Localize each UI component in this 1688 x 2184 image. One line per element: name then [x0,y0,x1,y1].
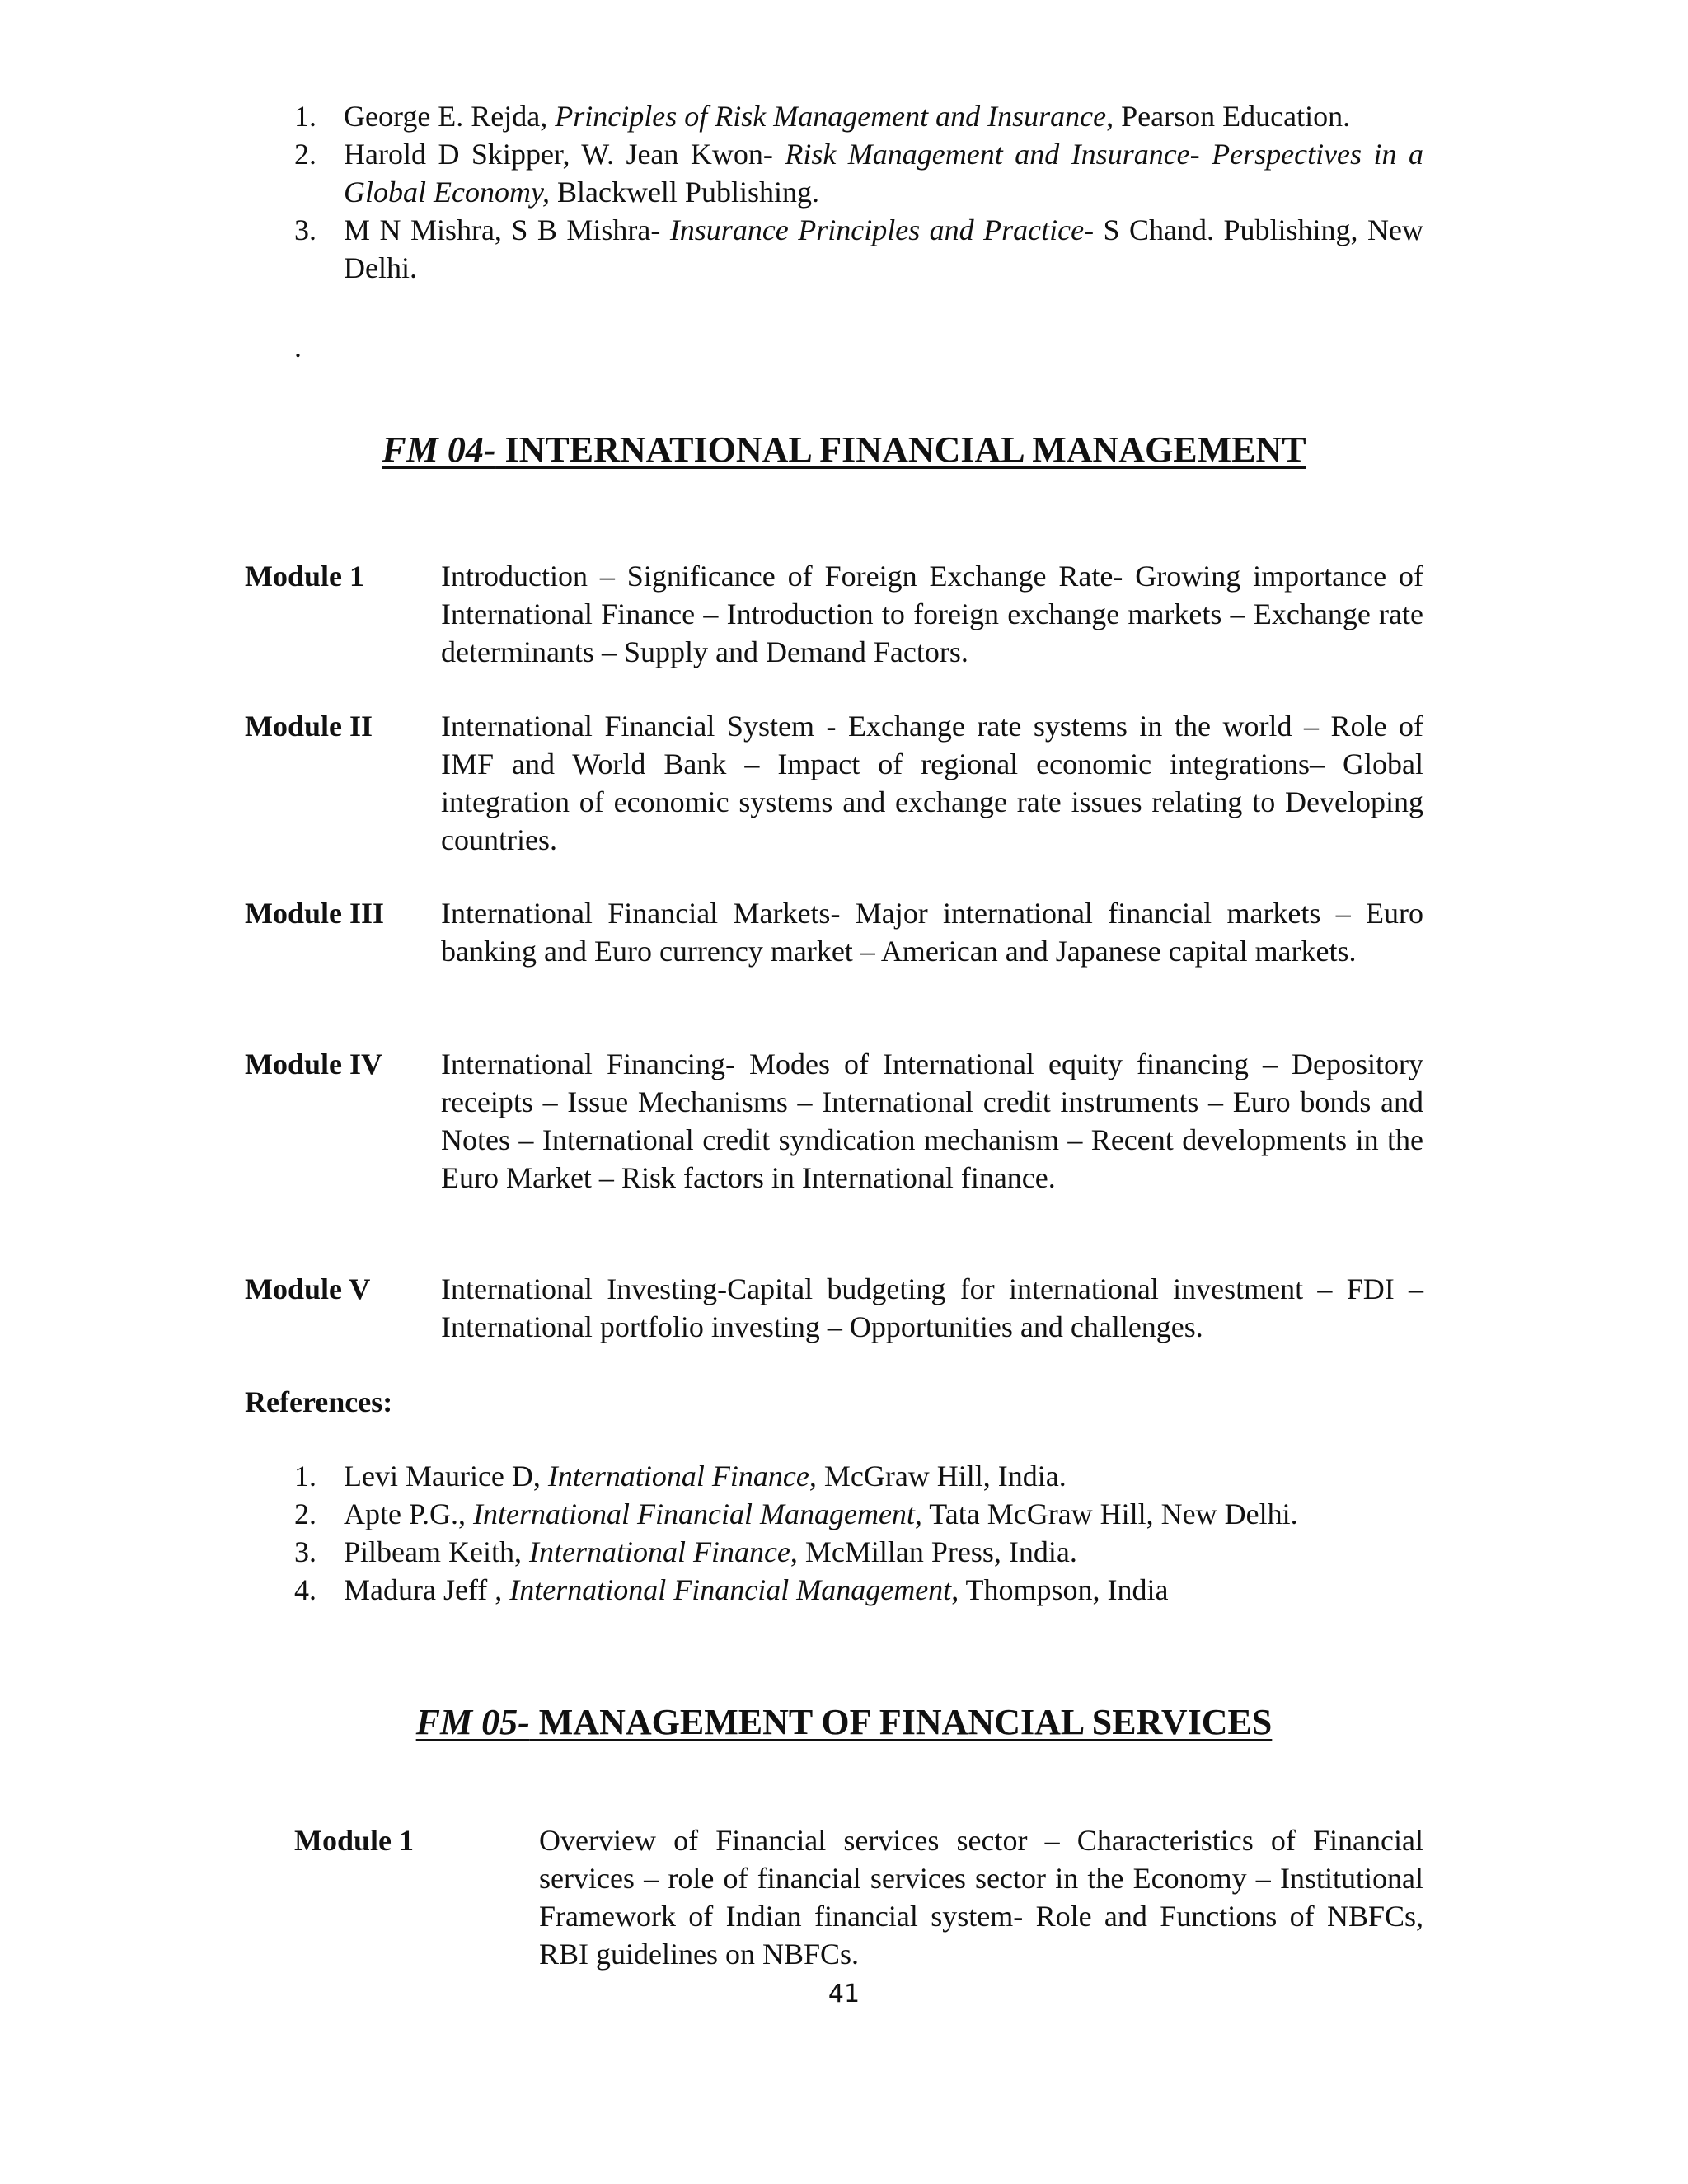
top-reference-list [294,97,1423,287]
module-label: Module IV [245,1047,383,1080]
module-label: Module III [245,897,385,930]
course-code: FM 05- [415,1702,530,1742]
section-title-fm04 [0,427,1688,473]
reference-author: Harold D Skipper, W. Jean Kwon- [344,138,785,171]
reference-title: International Financial Management [473,1497,915,1530]
page-number: 41 [828,1980,860,2008]
module-description: Introduction – Significance of Foreign Exchange Rate- Growing importance of International Finance – Introduction to foreign exchange markets – Exchange rate determinants – Supply and Demand Factors. [441,560,1423,668]
stray-mark: . [294,330,302,363]
module-description: International Financial System - Exchange rate systems in the world – Role of IMF and World Bank – Impact of regional economic integrations– Global integration of economic systems and exchange rate issues relating to Developing countries. [441,710,1423,856]
module-description: Overview of Financial services sector – Characteristics of Financial services – role of financial services sector in the Economy – Institutional Framework of Indian financial system- Role and Functions of NBFCs, RBI guidelines on NBFCs. [539,1824,1423,1971]
reference-number: 2. [294,138,316,171]
reference-publisher: , McMillan Press, India. [790,1535,1077,1568]
module-description: International Investing-Capital budgeting for international investment – FDI – International portfolio investing – Opportunities and challenges. [441,1272,1423,1343]
reference-item [294,1533,1465,1571]
reference-item [294,97,1423,135]
reference-author: Madura Jeff , [344,1573,510,1606]
reference-author: M N Mishra, S B Mishra- [344,213,670,246]
reference-title: Insurance Principles and Practice [669,213,1085,246]
reference-number: 3. [294,213,316,246]
module-label: Module II [245,710,373,743]
reference-author: Levi Maurice D, [344,1460,548,1493]
reference-publisher: - S Chand. Publishing, New Delhi. [344,213,1423,284]
reference-item [294,135,1423,211]
reference-publisher: Blackwell Publishing. [549,176,819,209]
module-label: Module 1 [294,1824,415,1857]
reference-publisher: McGraw Hill, India. [816,1460,1067,1493]
reference-publisher: , Pearson Education. [1106,100,1351,133]
reference-item [294,211,1423,287]
reference-title: International Finance, [547,1460,817,1493]
reference-number: 1. [294,1460,316,1493]
course-title: MANAGEMENT OF FINANCIAL SERVICES [529,1702,1273,1742]
reference-item [294,1571,1465,1609]
fm04-reference-list [294,1457,1465,1609]
reference-number: 4. [294,1573,316,1606]
course-title: INTERNATIONAL FINANCIAL MANAGEMENT [495,429,1306,470]
reference-title: International Finance [528,1535,790,1568]
reference-item [294,1457,1465,1495]
references-heading: References: [245,1385,393,1418]
course-code: FM 04- [382,429,496,470]
module-label: Module 1 [245,560,365,593]
reference-title: Principles of Risk Management and Insurance [555,100,1107,133]
reference-author: George E. Rejda, [344,100,556,133]
module-description: International Financing- Modes of International equity financing – Depository receipts – Issue Mechanisms – International credit instruments – Euro bonds and Notes – International credit syndication mechanism – Recent developments in the Euro Market – Risk factors in International finance. [441,1047,1423,1194]
reference-number: 3. [294,1535,316,1568]
module-label: Module V [245,1272,371,1305]
reference-author: Apte P.G., [344,1497,474,1530]
reference-author: Pilbeam Keith, [344,1535,529,1568]
reference-publisher: , Tata McGraw Hill, New Delhi. [914,1497,1298,1530]
module-description: International Financial Markets- Major international financial markets – Euro banking and Euro currency market – American and Japanese capital markets. [441,897,1423,968]
reference-publisher: , Thompson, India [951,1573,1169,1606]
reference-title: Risk Management and Insurance- Perspectives in a Global Economy, [344,138,1423,209]
section-title-fm05 [0,1699,1688,1746]
reference-number: 1. [294,100,316,133]
reference-title: International Financial Management [509,1573,952,1606]
reference-number: 2. [294,1497,316,1530]
reference-item [294,1495,1465,1533]
